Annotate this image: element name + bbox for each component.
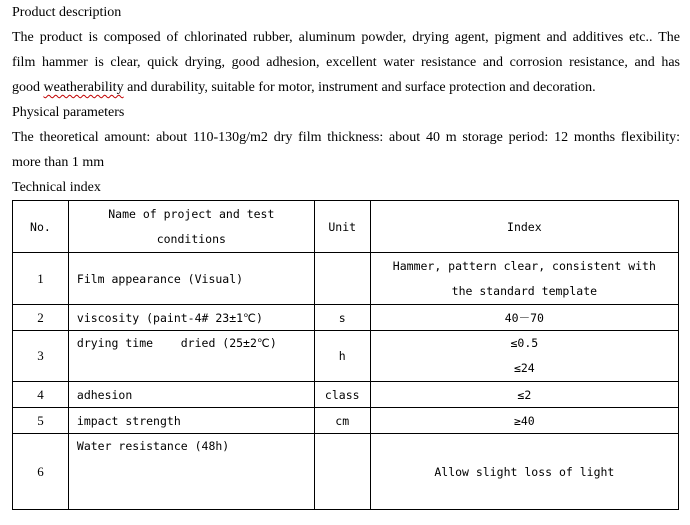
description-line-1: The product is composed of chlorinated rubber, aluminum powder, drying agent, pigment and additives etc.. The — [12, 30, 680, 45]
table-row — [13, 305, 679, 331]
table-row — [13, 382, 679, 408]
row-index-line-1: Hammer, pattern clear, consistent with — [392, 258, 656, 273]
table-row — [13, 434, 679, 510]
row-no: 2 — [13, 305, 69, 331]
physical-line-1: The theoretical amount: about 110-130g/m2 dry film thickness: about 40 m storage period: 12 months flexibility: — [12, 130, 680, 145]
table-row — [13, 253, 679, 305]
description-line-2: film hammer is clear, quick drying, good adhesion, excellent water resistance and corrosion resistance, and has — [12, 55, 680, 70]
description-line-3-pre: good — [12, 80, 44, 95]
row-no: 5 — [13, 408, 69, 434]
row-index-line-2: ≤24 — [513, 361, 535, 375]
row-name — [68, 434, 314, 510]
product-description-heading: Product description — [12, 5, 122, 20]
row-no: 3 — [13, 331, 69, 382]
physical-line-2: more than 1 mm — [12, 155, 105, 170]
row-index — [370, 253, 678, 305]
row-name-text: Water resistance (48h) — [76, 439, 230, 453]
spellcheck-word: weatherability — [43, 80, 124, 95]
table-header-row — [13, 201, 679, 253]
row-name: Film appearance (Visual) — [68, 253, 314, 305]
technical-index-heading: Technical index — [12, 180, 101, 195]
physical-parameters-heading: Physical parameters — [12, 105, 125, 120]
description-line-3 — [12, 75, 680, 100]
row-index: Allow slight loss of light — [370, 434, 678, 510]
row-index: 40－70 — [370, 305, 678, 331]
row-name — [68, 331, 314, 382]
document-body — [12, 0, 680, 200]
header-name-line-1: Name of project and test — [108, 206, 275, 221]
row-no: 1 — [13, 253, 69, 305]
description-line-3-post: and durability, suitable for motor, instrument and surface protection and decoration. — [123, 80, 596, 95]
header-no: No. — [13, 201, 69, 253]
row-unit: class — [314, 382, 370, 408]
row-name: impact strength — [68, 408, 314, 434]
row-unit — [314, 434, 370, 510]
header-index: Index — [370, 201, 678, 253]
row-name: adhesion — [68, 382, 314, 408]
row-no: 4 — [13, 382, 69, 408]
row-unit: h — [314, 331, 370, 382]
row-index: ≤2 — [370, 382, 678, 408]
technical-index-table — [12, 200, 679, 510]
row-unit: s — [314, 305, 370, 331]
header-name-line-2: conditions — [156, 231, 226, 246]
row-name: viscosity (paint-4# 23±1℃) — [68, 305, 314, 331]
row-index — [370, 331, 678, 382]
row-index-line-1: ≤0.5 — [510, 336, 539, 350]
row-index: ≥40 — [370, 408, 678, 434]
row-name-text: drying time dried (25±2℃) — [76, 336, 277, 350]
row-unit — [314, 253, 370, 305]
header-unit: Unit — [314, 201, 370, 253]
header-name — [68, 201, 314, 253]
row-no: 6 — [13, 434, 69, 510]
table-row — [13, 331, 679, 382]
table-row — [13, 408, 679, 434]
row-unit: cm — [314, 408, 370, 434]
row-index-line-2: the standard template — [451, 283, 598, 298]
